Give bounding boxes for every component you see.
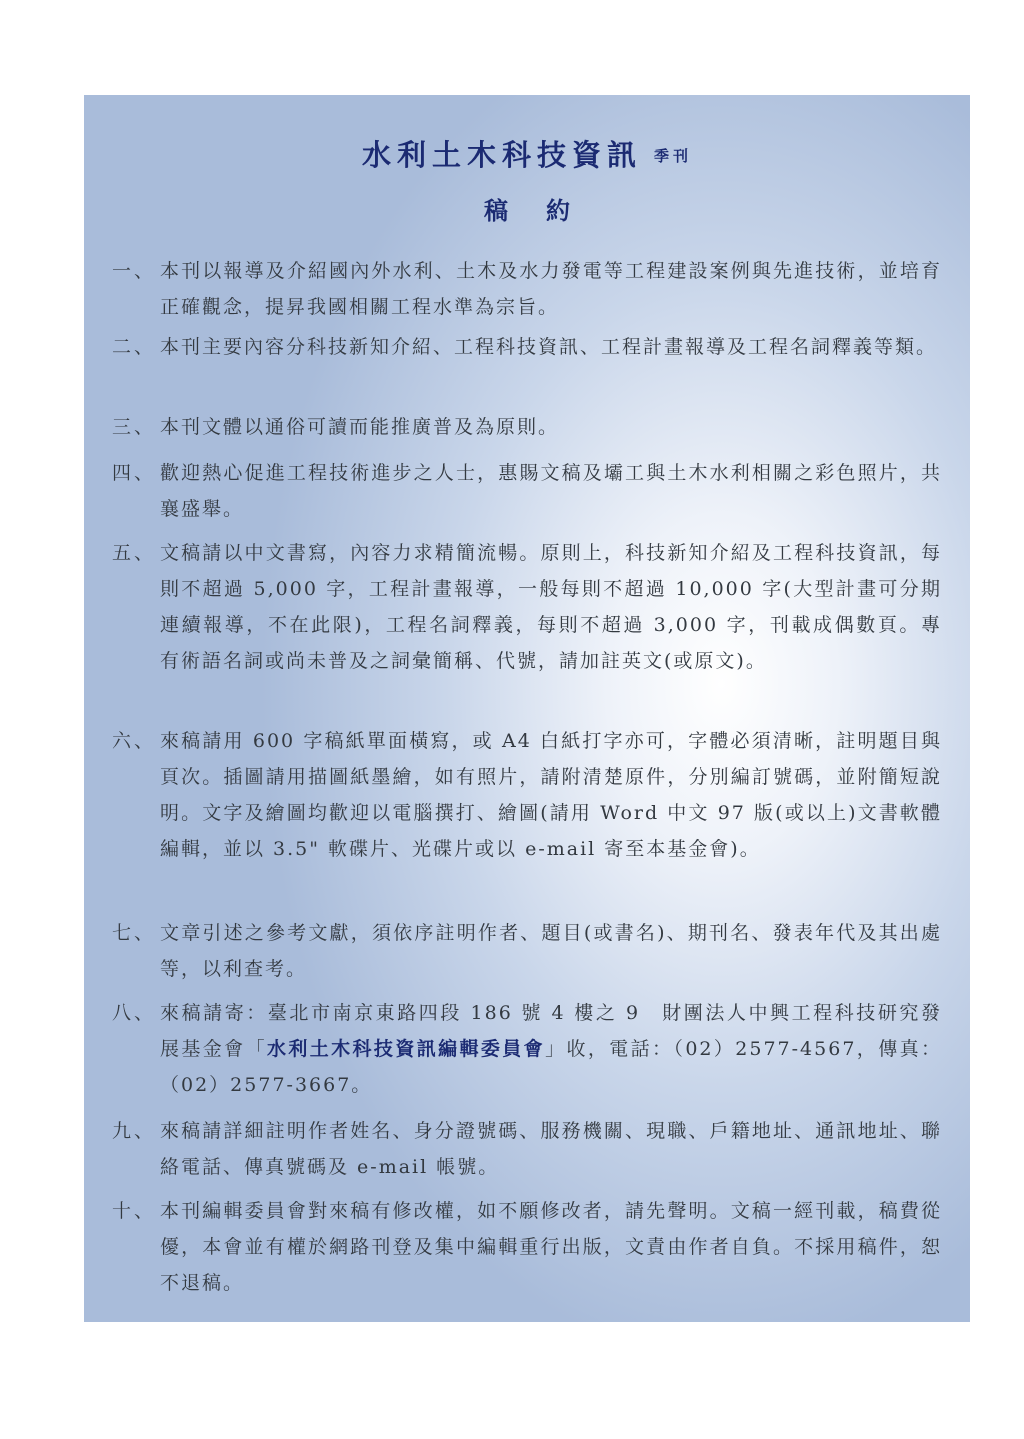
document-panel [84, 95, 970, 1322]
page-title [84, 133, 970, 174]
rule-number: 一、 [112, 260, 157, 282]
rule-number: 八、 [112, 1002, 157, 1024]
rule-number: 三、 [112, 416, 157, 438]
rule-text: 本刊主要內容分科技新知介紹、工程科技資訊、工程計畫報導及工程名詞釋義等類。 [160, 336, 938, 358]
rule-number: 四、 [112, 462, 157, 484]
rule-item [112, 1193, 942, 1301]
rule-number: 九、 [112, 1120, 157, 1142]
rule-number: 七、 [112, 922, 157, 944]
rule-text-part: 來稿請寄：臺北市南京東路四段 186 號 4 樓之 9 財團法人中興工程科技研究發展基金會「 [160, 1002, 942, 1060]
rule-number: 十、 [112, 1200, 157, 1222]
journal-title: 水利土木科技資訊 [361, 138, 642, 172]
rule-number: 六、 [112, 730, 157, 752]
rule-item [112, 329, 942, 365]
rule-text-part: 」收，電話：（02）2577-4567，傳真：（02）2577-3667。 [160, 1038, 942, 1096]
rule-item [112, 1113, 942, 1185]
rule-text: 來稿請用 600 字稿紙單面橫寫，或 A4 白紙打字亦可，字體必須清晰，註明題目與頁次。插圖請用描圖紙墨繪，如有照片，請附清楚原件，分別編訂號碼，並附簡短說明。文字及繪圖均歡迎以電腦撰打、繪圖(請用 Word 中文 97 版(或以上)文書軟體編輯，並以 3.5" 軟碟片、光碟片或以 e-mail 寄至本基金會)。 [160, 730, 942, 860]
rule-text: 來稿請詳細註明作者姓名、身分證號碼、服務機關、現職、戶籍地址、通訊地址、聯絡電話、傳真號碼及 e-mail 帳號。 [160, 1120, 942, 1178]
rule-text: 本刊編輯委員會對來稿有修改權，如不願修改者，請先聲明。文稿一經刊載，稿費從優，本會並有權於網路刊登及集中編輯重行出版，文責由作者自負。不採用稿件，恕不退稿。 [160, 1200, 942, 1294]
page-subtitle: 稿約 [484, 196, 608, 225]
rule-text: 本刊文體以通俗可讀而能推廣普及為原則。 [160, 416, 560, 438]
rule-item [112, 723, 942, 867]
rule-item [112, 455, 942, 527]
committee-name: 水利土木科技資訊編輯委員會 [266, 1038, 546, 1060]
rule-text [160, 995, 942, 1103]
journal-title-suffix: 季刊 [654, 147, 693, 165]
rule-item [112, 253, 942, 325]
rule-text: 文章引述之參考文獻，須依序註明作者、題目(或書名)、期刊名、發表年代及其出處等，以利查考。 [160, 922, 942, 980]
rule-item [112, 535, 942, 679]
rule-text: 本刊以報導及介紹國內外水利、土木及水力發電等工程建設案例與先進技術，並培育正確觀念，提昇我國相關工程水準為宗旨。 [160, 260, 942, 318]
rule-text: 歡迎熱心促進工程技術進步之人士，惠賜文稿及壩工與土木水利相關之彩色照片，共襄盛舉。 [160, 462, 942, 520]
rule-item [112, 995, 942, 1103]
rule-number: 二、 [112, 336, 157, 358]
rule-item [112, 409, 942, 445]
rule-text: 文稿請以中文書寫，內容力求精簡流暢。原則上，科技新知介紹及工程科技資訊，每則不超過 5,000 字，工程計畫報導，一般每則不超過 10,000 字(大型計畫可分期連續報導，不在此限)，工程名詞釋義，每則不超過 3,000 字，刊載成偶數頁。專有術語名詞或尚未普及之詞彙簡稱、代號，請加註英文(或原文)。 [160, 542, 942, 672]
rule-number: 五、 [112, 542, 157, 564]
rule-item [112, 915, 942, 987]
